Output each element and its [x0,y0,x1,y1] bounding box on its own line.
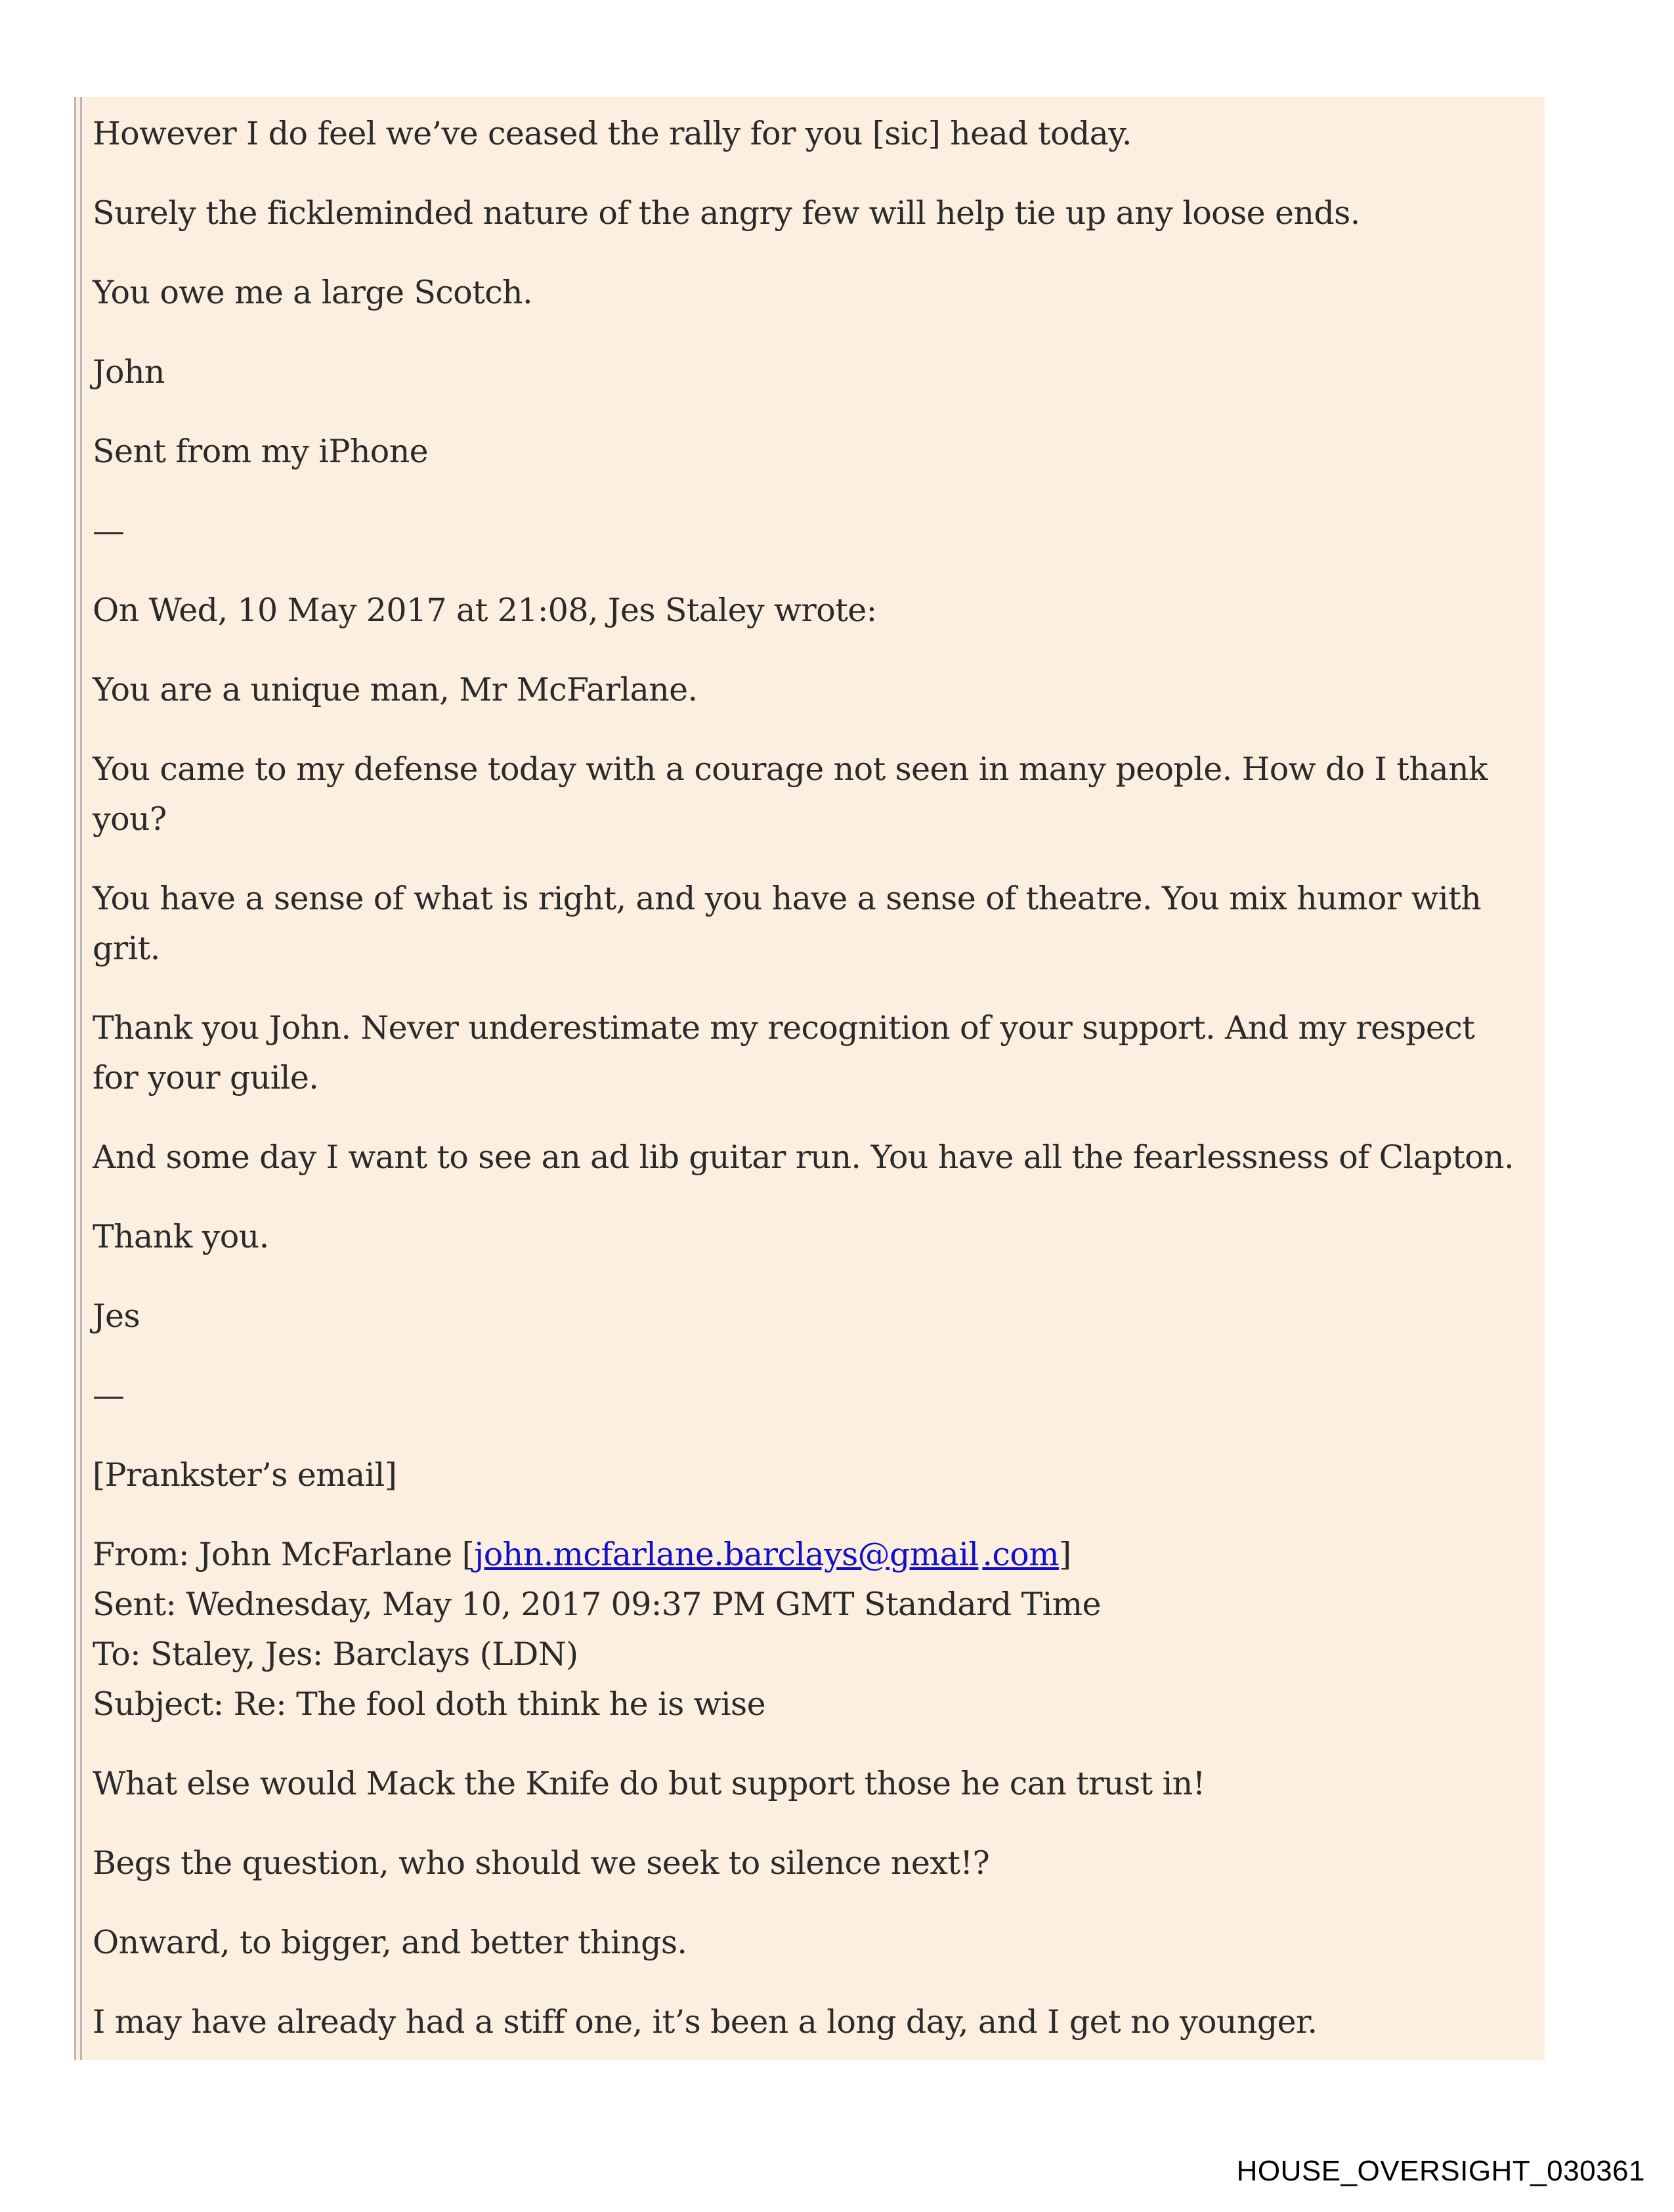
staley-line: Thank you John. Never underestimate my recognition of your support. And my respect for your guile. [93,1009,1475,1096]
separator: — [93,1377,125,1414]
bates-number: HOUSE_OVERSIGHT_030361 [1236,2155,1645,2187]
email-body [93,109,1537,2077]
prankster-line: What else would Mack the Knife do but support those he can trust in! [93,1765,1205,1802]
reply-line: Surely the fickleminded nature of the angry few will help tie up any loose ends. [93,194,1360,232]
from-prefix: From: John McFarlane [ [93,1536,475,1573]
from-email-link-domain[interactable]: .com [982,1536,1059,1573]
staley-line: Thank you. [93,1218,269,1255]
staley-line: You are a unique man, Mr McFarlane. [93,671,698,708]
prankster-line: Begs the question, who should we seek to silence next!? [93,1844,990,1882]
reply-signature: John [93,353,165,391]
prankster-line: I may have already had a stiff one, it’s been a long day, and I get no younger. [93,2003,1318,2041]
to-line: To: Staley, Jes: Barclays (LDN) [93,1636,578,1673]
staley-line: You have a sense of what is right, and you have a sense of theatre. You mix humor with grit. [93,880,1482,967]
reply-sent-from: Sent from my iPhone [93,433,429,470]
subject-line: Subject: Re: The fool doth think he is wise [93,1685,765,1723]
staley-line: You came to my defense today with a courage not seen in many people. How do I thank you? [93,750,1488,838]
separator: — [93,512,125,550]
staley-line: And some day I want to see an ad lib guitar run. You have all the fearlessness of Clapton. [93,1139,1514,1176]
reply-line: However I do feel we’ve ceased the rally for you [sic] head today. [93,115,1132,152]
sent-line: Sent: Wednesday, May 10, 2017 09:37 PM GMT Standard Time [93,1586,1101,1623]
reply-line: You owe me a large Scotch. [93,274,532,311]
from-email-link[interactable]: john.mcfarlane.barclays@gmail [474,1536,979,1573]
quoted-intro: On Wed, 10 May 2017 at 21:08, Jes Staley wrote: [93,592,877,629]
quote-indent-bar [74,97,82,2060]
prankster-line: Onward, to bigger, and better things. [93,1924,687,1961]
from-line [93,1530,1537,1580]
from-suffix: ] [1059,1536,1071,1573]
staley-signature: Jes [93,1297,140,1335]
email-header [93,1530,1537,1729]
prankster-label: [Prankster’s email] [93,1456,397,1494]
